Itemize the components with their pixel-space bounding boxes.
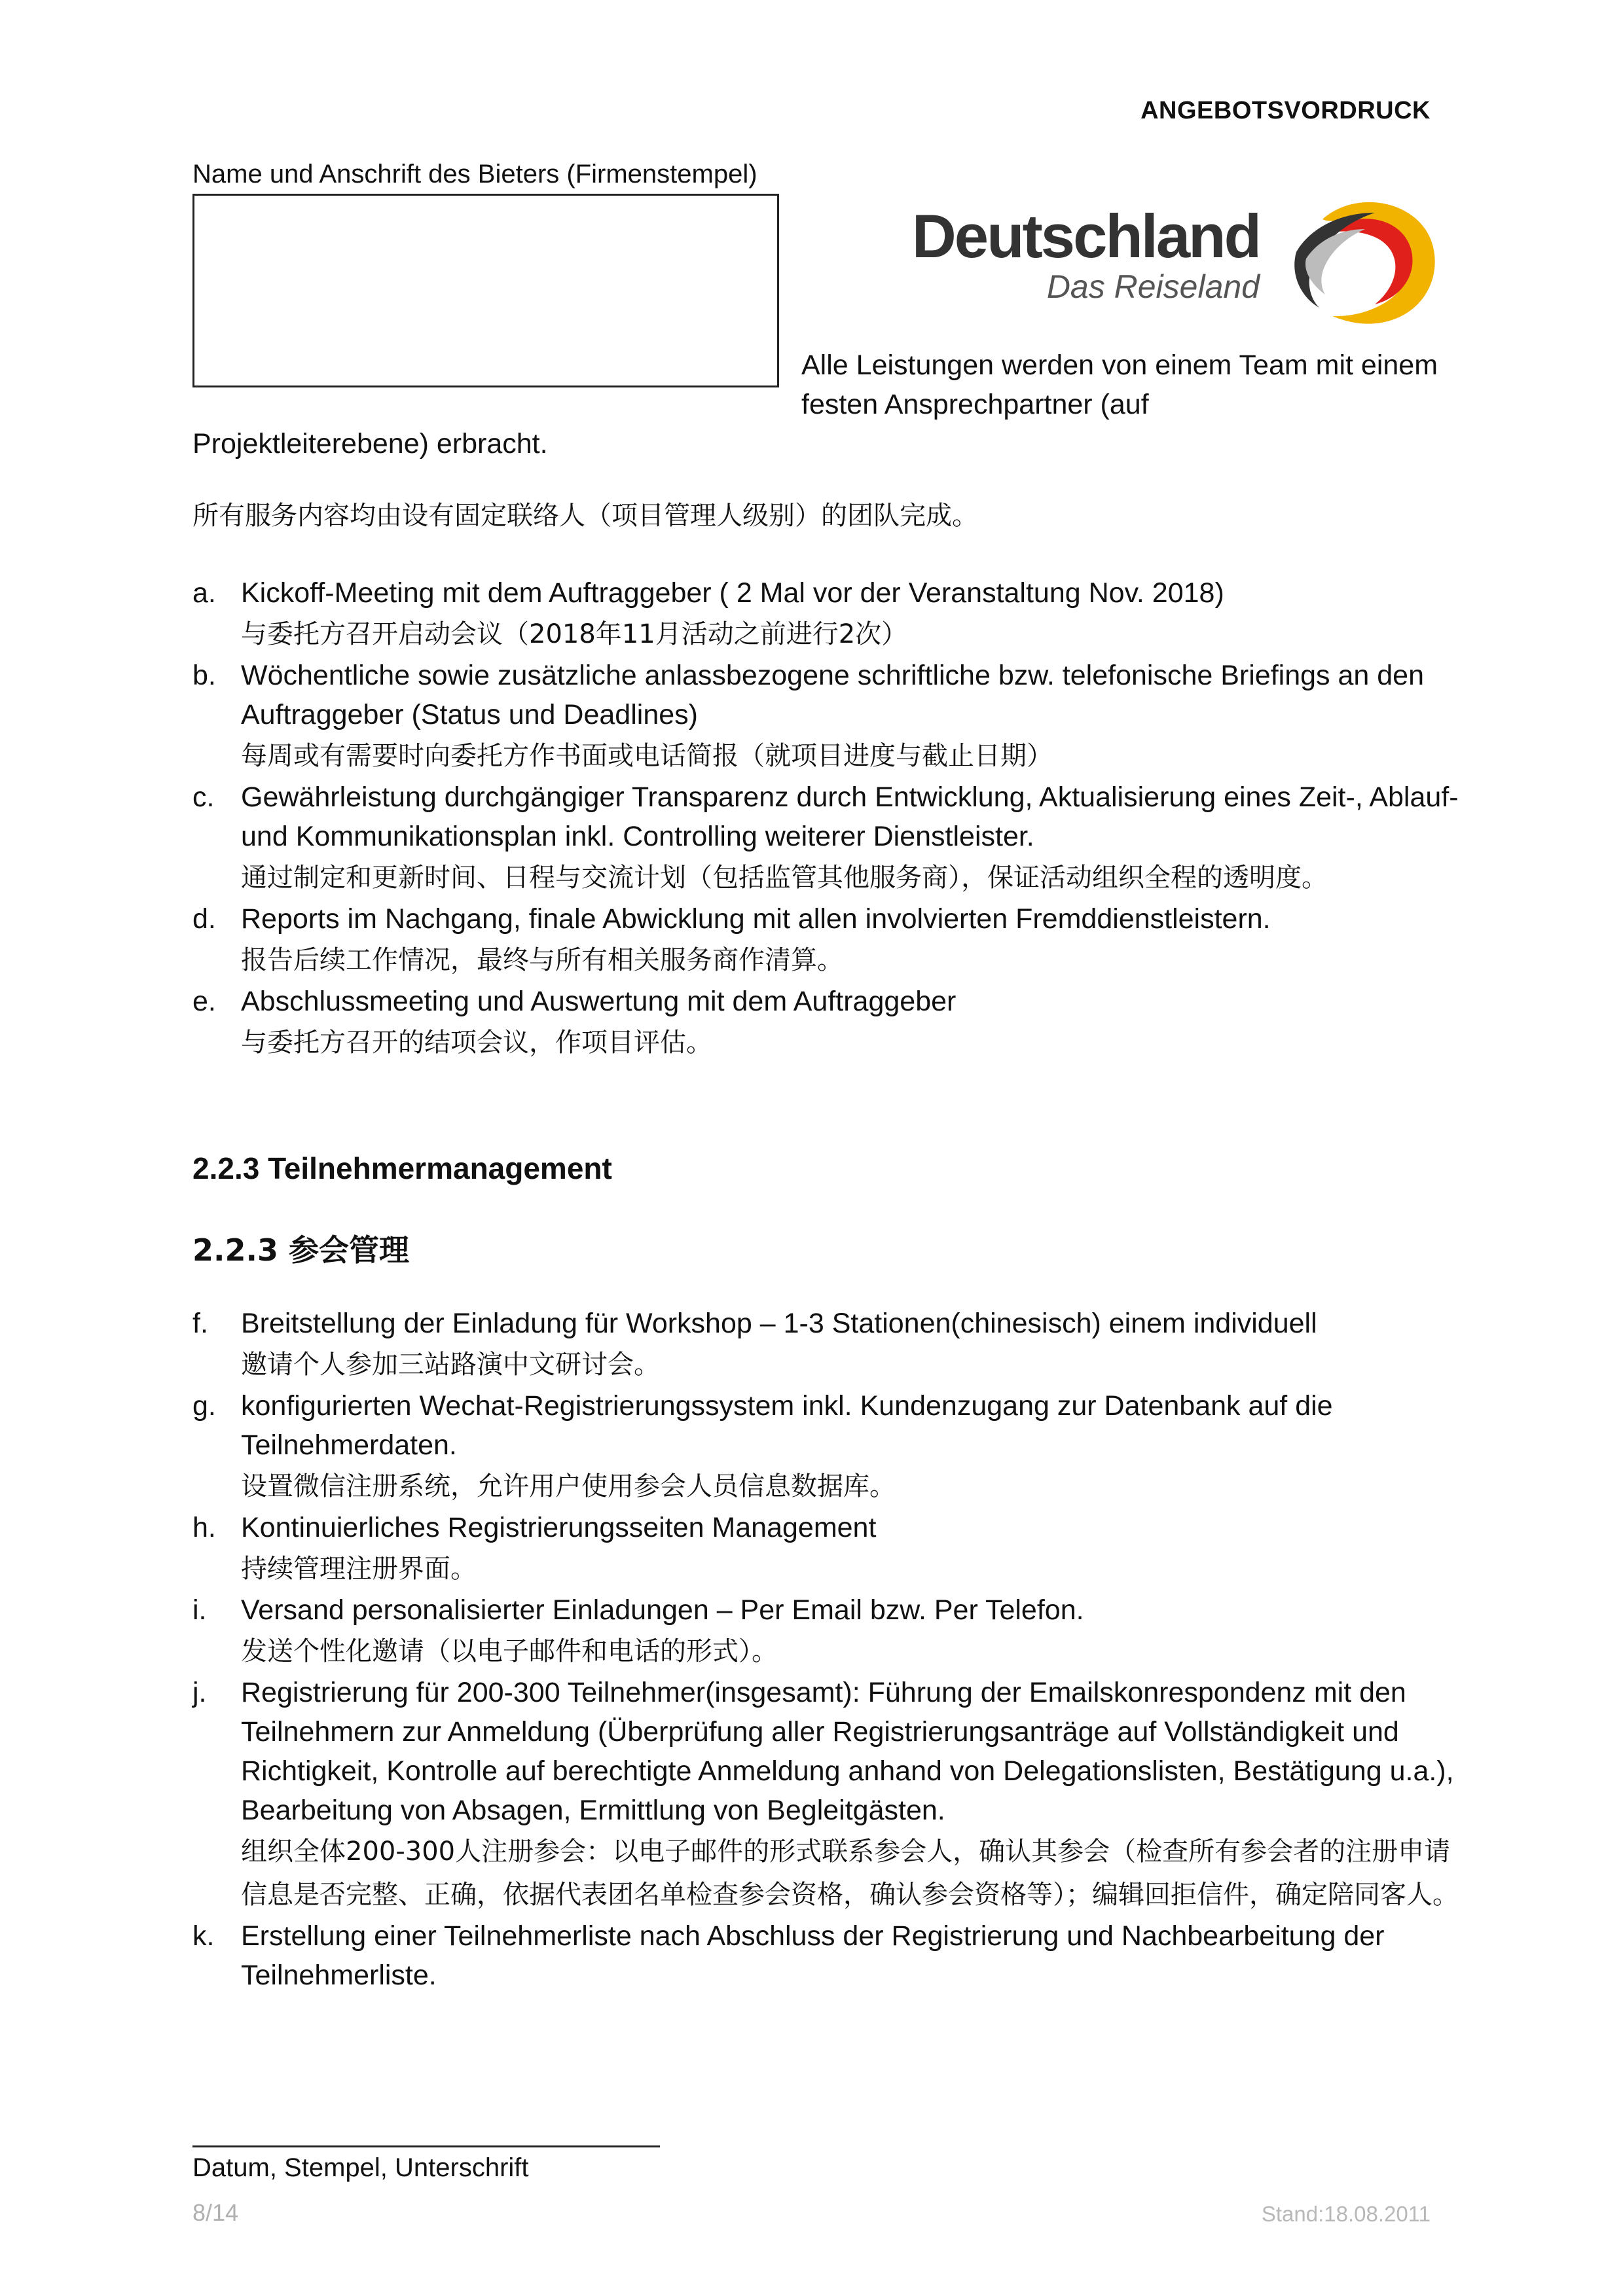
signature-line	[192, 2145, 660, 2147]
document-type-label: ANGEBOTSVORDRUCK	[1140, 97, 1431, 124]
page-number: 8/14	[192, 2199, 239, 2226]
bidder-stamp-label: Name und Anschrift des Bieters (Firmenstempel)	[192, 160, 757, 188]
list-item-text: Reports im Nachgang, finale Abwicklung mit allen involvierten Fremddienstleistern.	[241, 903, 1271, 935]
list-marker: e.	[192, 986, 216, 1017]
list-item	[192, 778, 1463, 899]
list-item-chinese: 组织全体200-300人注册参会：以电子邮件的形式联系参会人，确认其参会（检查所有参会者的注册申请信息是否完整、正确，依据代表团名单检查参会资格，确认参会资格等）；编辑回拒信件，确定陪同客人。	[241, 1837, 1459, 1910]
list-item-chinese: 邀请个人参加三站路演中文研讨会。	[241, 1350, 660, 1380]
list-item-chinese: 发送个性化邀请（以电子邮件和电话的形式）。	[241, 1636, 778, 1666]
list-marker: a.	[192, 577, 216, 609]
participant-management-list	[192, 1304, 1463, 1995]
services-list	[192, 573, 1463, 1064]
list-item-chinese: 与委托方召开启动会议（2018年11月活动之前进行2次）	[241, 619, 908, 649]
logo-main-text: Deutschland	[911, 202, 1260, 270]
list-marker: c.	[192, 781, 215, 813]
signature-label: Datum, Stempel, Unterschrift	[192, 2153, 529, 2182]
list-item-text: Versand personalisierter Einladungen – Per Email bzw. Per Telefon.	[241, 1594, 1084, 1626]
logo-swoosh-icon	[1283, 193, 1447, 331]
list-item-chinese: 设置微信注册系统，允许用户使用参会人员信息数据库。	[241, 1471, 896, 1501]
list-item	[192, 1386, 1463, 1508]
list-item-chinese: 通过制定和更新时间、日程与交流计划（包括监管其他服务商），保证活动组织全程的透明度。	[241, 863, 1328, 893]
list-item	[192, 1590, 1463, 1673]
list-item	[192, 982, 1463, 1064]
list-item-text: konfigurierten Wechat-Registrierungssystem inkl. Kundenzugang zur Datenbank auf die Teilnehmerdaten.	[241, 1390, 1333, 1461]
list-marker: b.	[192, 660, 216, 691]
bidder-stamp-box	[192, 194, 779, 387]
list-item-chinese: 持续管理注册界面。	[241, 1554, 477, 1584]
list-item-text: Breitstellung der Einladung für Workshop – 1-3 Stationen(chinesisch) einem individuell	[241, 1308, 1317, 1339]
list-item-text: Abschlussmeeting und Auswertung mit dem Auftraggeber	[241, 986, 957, 1017]
list-item-chinese: 每周或有需要时向委托方作书面或电话简报（就项目进度与截止日期）	[241, 741, 1053, 771]
list-marker: h.	[192, 1512, 216, 1543]
list-item	[192, 1673, 1463, 1916]
logo-sub-text: Das Reiseland	[1046, 268, 1260, 305]
list-marker: d.	[192, 903, 216, 935]
list-marker: g.	[192, 1390, 216, 1422]
list-item-text: Kontinuierliches Registrierungsseiten Management	[241, 1512, 877, 1543]
revision-date: Stand:18.08.2011	[1261, 2202, 1431, 2226]
list-item-text: Erstellung einer Teilnehmerliste nach Abschluss der Registrierung und Nachbearbeitung der Teilnehmerliste.	[241, 1920, 1385, 1991]
deutschland-logo	[911, 193, 1447, 331]
list-item-text: Registrierung für 200-300 Teilnehmer(insgesamt): Führung der Emailskonrespondenz mit den Teilnehmern zur Anmeldung (Überprüfung aller Registrierungsanträge auf Vollständigkeit und Richtigkeit, Kontrolle auf berechtigte Anmeldung anhand von Delegationslisten, Bestätigung u.a.), Bearbeitung von Absagen, Ermittlung von Begleitgästen.	[241, 1677, 1454, 1826]
list-item	[192, 899, 1463, 982]
list-item	[192, 1304, 1463, 1386]
list-marker: k.	[192, 1920, 215, 1952]
list-item-text: Kickoff-Meeting mit dem Auftraggeber ( 2 Mal vor der Veranstaltung Nov. 2018)	[241, 577, 1224, 609]
list-item-chinese: 报告后续工作情况，最终与所有相关服务商作清算。	[241, 945, 843, 975]
list-item	[192, 573, 1463, 656]
intro-paragraph-chinese: 所有服务内容均由设有固定联络人（项目管理人级别）的团队完成。	[192, 501, 978, 531]
intro-paragraph-continued: Projektleiterebene) erbracht.	[192, 428, 548, 459]
section-heading: 2.2.3 Teilnehmermanagement	[192, 1151, 612, 1185]
intro-paragraph: Alle Leistungen werden von einem Team mit einem festen Ansprechpartner (auf	[801, 350, 1438, 420]
list-item	[192, 1916, 1463, 1995]
list-marker: i.	[192, 1594, 207, 1626]
list-marker: f.	[192, 1308, 208, 1339]
section-heading-chinese: 2.2.3 参会管理	[192, 1232, 409, 1268]
list-item-text: Wöchentliche sowie zusätzliche anlassbezogene schriftliche bzw. telefonische Briefings an den Auftraggeber (Status und Deadlines)	[241, 660, 1425, 730]
list-marker: j.	[192, 1677, 207, 1708]
list-item-text: Gewährleistung durchgängiger Transparenz durch Entwicklung, Aktualisierung eines Zeit-, Ablauf- und Kommunikationsplan inkl. Controlling weiterer Dienstleister.	[241, 781, 1459, 852]
list-item	[192, 656, 1463, 778]
list-item-chinese: 与委托方召开的结项会议，作项目评估。	[241, 1028, 712, 1058]
list-item	[192, 1508, 1463, 1590]
